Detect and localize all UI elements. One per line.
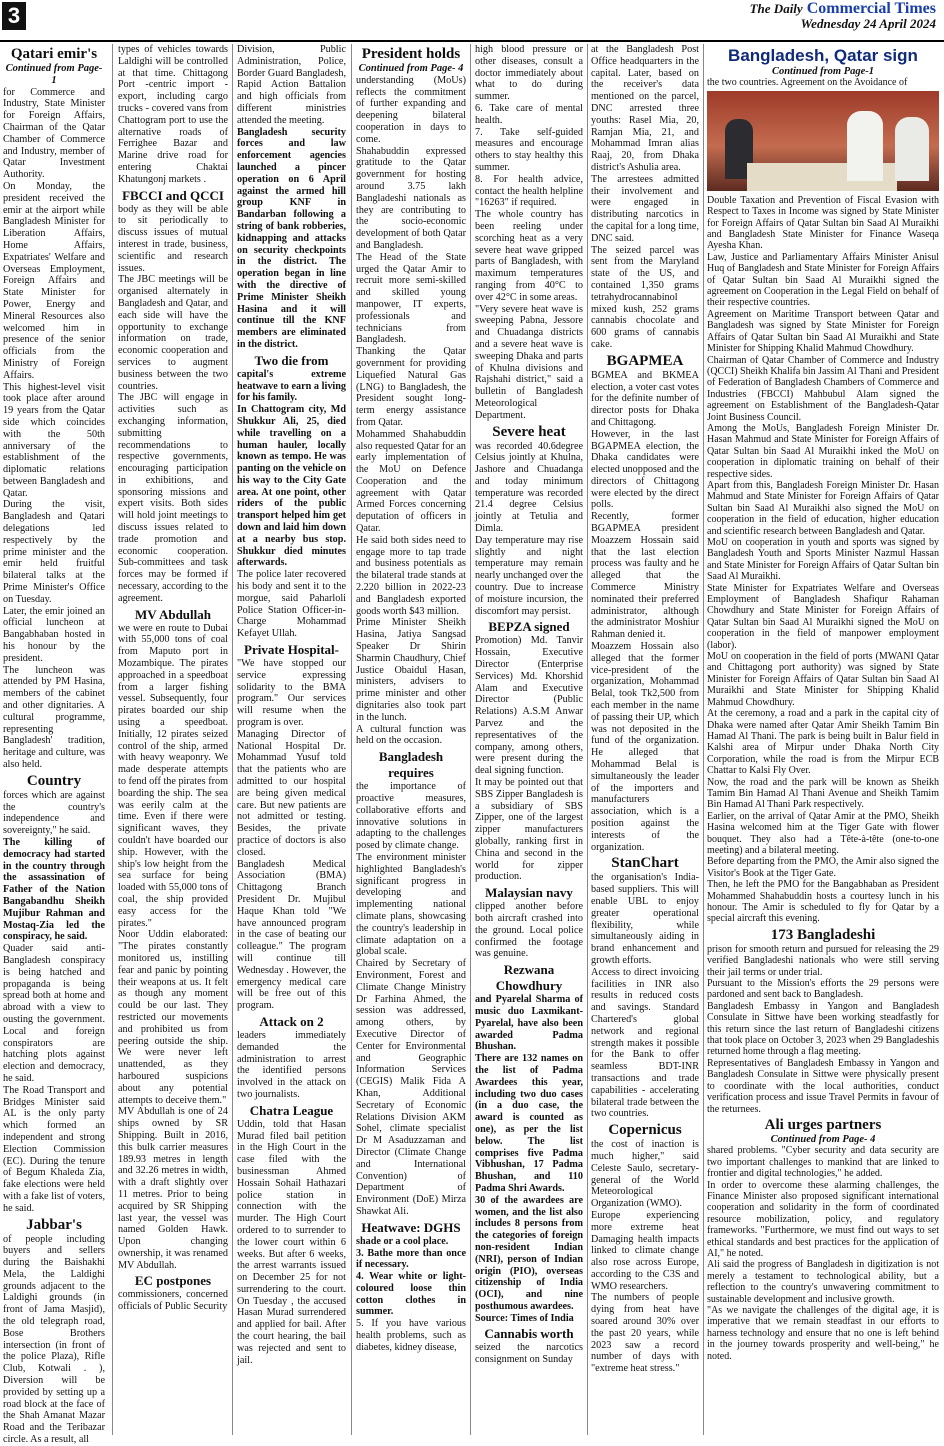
headline-bepza-signed: BEPZA signed	[488, 619, 570, 635]
paragraph: forces which are against the country's independence and sovereignty," he said.	[3, 789, 105, 837]
continued-note: Continued from Page-1	[5, 63, 103, 86]
paragraph: It may be pointed out that SBS Zipper Bangladesh is a subsidiary of SBS Zipper, one of the largest zipper manufacturers globally, ranking first in China and second in the world for zipper production.	[475, 777, 583, 883]
paragraph: shared problems. "Cyber security and data security are two important challenges to mankind that are linked to frontier and digital technologies," he added.	[707, 1145, 939, 1180]
headline-bangladesh-qatar-sign: Bangladesh, Qatar sign	[728, 46, 918, 65]
paragraph: understanding (MoUs) reflects the commitment of further expanding and deepening bilateral cooperation in days to come.	[356, 74, 466, 145]
column-1	[3, 44, 105, 1446]
paragraph: The JBC meetings will be organised alternately in Bangladesh and Qatar, and each side will have the opportunity to exchange information on trade, economic cooperation and services to augment business between the two countries.	[118, 274, 228, 392]
column-5	[475, 44, 583, 1435]
headline-qatari-emir: Qatari emir's	[10, 46, 98, 62]
paragraph: At the ceremony, a road and a park in the capital city of Dhaka were named after Qatar Amir Sheikh Tamim Bin Hamad Al Thani. The park is being built in Balur field in Kalshi area of Mirpur under Dhaka North City Corporation, while the road is from the Mirpur ECB Chattar to Kalsi Fly Over.	[707, 708, 939, 777]
paragraph: 4. Wear white or light-coloured loose thin cotton clothes in summer.	[356, 1271, 466, 1318]
paragraph: Quader said anti-Bangladesh conspiracy is being hatched and propaganda is being spread both at home and abroad with a view to ousting the government. Local and foreign conspirators are hatching plots against election and democracy, he said.	[3, 943, 105, 1084]
column-6	[591, 44, 699, 1435]
paragraph: Chaired by Secretary of Environment, Forest and Climate Change Ministry Dr Farhina Ahmed, the session was addressed, among others, by Executive Director of Center for Environmental and Geographic Information Services (CEGIS) Malik Fida A Khan, Additional Secretary of Economic Relations Division AKM Sohel, climate specialist Dr M Asaduzzaman and Director (Climate Change and International Convention) of Department of Environment (DoE) Mirza Shawkat Ali.	[356, 958, 466, 1217]
column-divider	[351, 44, 352, 1435]
paragraph: Law, Justice and Parliamentary Affairs Minister Anisul Huq of Bangladesh and State Minister for Foreign Affairs of Qatar Sultan bin Saad Al Muraikhi signed the agreement on Cooperation in the Legal Field on behalf of their respective countries.	[707, 251, 939, 309]
headline-bangladesh-requires: Bangladesh requires	[378, 749, 444, 781]
paragraph: Apart from this, Bangladesh Foreign Minister Dr. Hasan Mahmud and State Minister for Foreign Affairs of Qatar Sultan bin Saad Al Muraikhi also signed the MoU on cooperation in the field of education, higher education and scientific research between Bangladesh and Qatar.	[707, 479, 939, 537]
paragraph: The police later recovered his body and sent it to the morgue, said Paharloli Police Station Officer-in-Charge Mohammad Kefayet Ullah.	[237, 569, 346, 640]
paragraph: BGMEA and BKMEA election, a voter cast votes for the definite number of director posts for Dhaka and Chittagong.	[591, 369, 699, 428]
paragraph: The numbers of people dying from heat have soared around 30% over the past 20 years, while 2023 saw a record number of days with "extreme heat stress."	[591, 1292, 699, 1375]
paragraph: Now, the road and the park will be known as Sheikh Tamim Bin Hamad Al Thani Avenue and Sheikh Tamim Bin Hamad Al Thani Park respectively.	[707, 776, 939, 811]
continued-note: Continued from Page- 4	[358, 63, 464, 74]
headline-173-bangladeshi: 173 Bangladeshi	[770, 926, 876, 943]
paragraph: prison for smooth return and pursued for releasing the 29 verified Bangladeshi nationals who were still serving their jail terms or under trial.	[707, 943, 939, 978]
headline-private-hospital: Private Hospital-	[244, 642, 339, 658]
page-number: 3	[2, 2, 26, 30]
headline-rezwana-chowdhury: Rezwana Chowdhury	[495, 962, 563, 994]
headline-bgapmea: BGAPMEA	[606, 352, 684, 369]
paragraph: Double Taxation and Prevention of Fiscal Evasion with Respect to Taxes in Income was signed by State Minister for Foreign Affairs of Qatar Sultan bin Saad Al Muraikhi and Bangladesh State Minister for Finance Waseqa Ayesha Khan.	[707, 194, 939, 252]
paragraph: A cultural function was held on the occasion.	[356, 723, 466, 747]
headline-country: Country	[26, 772, 82, 789]
headline-severe-heat: Severe heat	[492, 423, 566, 440]
paragraph: 5. If you have various health problems, such as diabetes, kidney disease,	[356, 1318, 466, 1353]
paragraph: shade or a cool place.	[356, 1235, 449, 1247]
paragraph: State Minister for Expatriates Welfare and Overseas Employment of Bangladesh Shafiqur Rahaman Chowdhury and State Minister for Foreign Affairs of Qatar Sultan bin Saad Al Muraikhi signed the MoU on cooperation in the field of manpower employment (labor).	[707, 582, 939, 651]
paragraph: Before departing from the PMO, the Amir also signed the Visitor's Book at the Tiger Gate.	[707, 856, 939, 879]
paragraph: 30 of the awardees are women, and the list also includes 8 persons from the categories of foreign non-resident Indian (NRI), person of Indian origin (PIO), overseas citizenship of India (OCI), and nine posthumous awardees.	[475, 1194, 583, 1312]
paragraph: MV Abdullah is one of 24 ships owned by SR Shipping. Built in 2016, this bulk carrier measures 189.93 metres in length and 32.26 metres in width, with a draft slightly over 11 metres. Prior to being acquired by SR Shipping last year, the vessel was named Golden Hawk. Upon changing ownership, it was renamed MV Abdullah.	[118, 1106, 228, 1271]
paragraph: MoU on cooperation in youth and sports was signed by Bangladesh Youth and Sports Minister Nazmul Hassan and State Minister for Foreign Affairs of Qatar Sultan bin Saad Al Muraikhi.	[707, 537, 939, 583]
paragraph: Chairman of Qatar Chamber of Commerce and Industry (QCCI) Sheikh Khalifa bin Jassim Al Thani and President of Federation of Bangladesh Chambers of Commerce and Industries (FBCCI) Mahbubul Alam signed the agreement on Establishment of the Bangladesh-Qatar Joint Business Council.	[707, 354, 940, 423]
headline-fbcci-qcci: FBCCI and QCCI	[122, 187, 224, 203]
headline-jabbars: Jabbar's	[26, 1216, 82, 1233]
paragraph: Bangladesh security forces and law enforcement agencies launched a pincer operation on 6 April against the armed hill group KNF in Bandarban following a string of bank robberies, kidnapping and attacks on security checkpoints in the district. The operation began in line with the directive of Prime Minister Sheikh Hasina and it will continue till the KNF members are eliminated in the district.	[237, 126, 346, 350]
issue-date: Wednesday 24 April 2024	[800, 16, 936, 31]
paragraph: the importance of proactive measures, collaborative efforts and innovative solutions in adapting to the challenges posed by climate change.	[356, 781, 466, 852]
paragraph: Recently, former BGAPMEA president Moazzem Hossain said that the last election process was faulty and he alleged that the Commerce Ministry nominated their preferred administrator, although the administrator Moshiur Rahman denied it.	[591, 511, 699, 641]
paragraph: Among the MoUs, Bangladesh Foreign Minister Dr. Hasan Mahmud and State Minister for Foreign Affairs of Qatar Sultan bin Saad Al Muraikhi inked the MoU on cooperation in diplomatic training on behalf of their respective sides.	[707, 422, 939, 480]
paragraph: capital's extreme heatwave to earn a living for his family.	[237, 368, 346, 404]
paragraph: The whole country has been reeling under scorching heat as a very severe heat wave gripped parts of Bangladesh, with maximum temperatures ranging from 40°C to over 42°C in some areas.	[475, 209, 583, 303]
paragraph: He said both sides need to engage more to tap trade and business potentials as the bilateral trade stands at 2.220 billion in 2022-23 and Bangladesh exported goods worth $43 million.	[356, 534, 466, 617]
paragraph: of people including buyers and sellers during the Baishakhi Mela, the Laldighi grounds adjacent to the Laldighi grounds (in front of Jama Masjid), the old telegraph road, Bose Brothers intersection (in front of the police Plaza), Rifle Club, Kotwali . ), Diversion will be provided by setting up a road block at the face of the Shah Amanat Mazar Road and the Teribazar circle. As a result, all	[3, 1233, 105, 1446]
paragraph: The Road Transport and Bridges Minister said AL is the only party which formed an independent and strong Election Commission (EC). During the tenure of Begum Khaleda Zia, fake elections were held with a fake list of voters, he said.	[3, 1084, 105, 1214]
paragraph: "We have stopped our service expressing solidarity to the BMA program." Our services will resume when the program is over.	[237, 658, 346, 729]
paragraph: body as they will be able to sit periodically to discuss issues of mutual interest in trade, business, scientific and research issues.	[118, 203, 228, 274]
continued-note: Continued from Page- 4	[770, 1133, 876, 1145]
headline-cannabis-worth: Cannabis worth	[484, 1326, 574, 1342]
paragraph: Ali said the progress of Bangladesh in digitization is not merely a testament to technological ability, but a reflection to the country's unwavering commitment to sustainable development and inclusive growth.	[707, 1259, 939, 1305]
paragraph: Bangladesh Medical Association (BMA) Chittagong Branch President Dr. Mujibul Haque Khan told "We have announced program in the case of beating our colleague." The program will continue till Wednesday . However, the emergency medical care will be free out of this program.	[237, 858, 346, 1012]
headline-attack: Attack on 2	[259, 1013, 324, 1029]
paragraph: high blood pressure or other diseases, consult a doctor immediately about what to do during summer.	[475, 44, 583, 103]
column-divider	[470, 44, 471, 1435]
paragraph: 3. Bathe more than once if necessary.	[356, 1247, 466, 1271]
column-divider	[587, 44, 588, 1435]
headline-president-holds: President holds	[361, 46, 461, 62]
paragraph: the cost of inaction is much higher," said Celeste Saulo, secretary-general of the World Meteorological Organization (WMO).	[591, 1139, 699, 1210]
paragraph: During the visit, Bangladesh and Qatari delegations led respectively by the prime minister and the emir held fruitful bilateral talks at the Prime Minister's Office on Tuesday.	[3, 499, 105, 605]
paragraph: types of vehicles towards Laldighi will be controlled at that time. Chittagong Port -centric import -export, including cargo trucks - covered vans from Chattogram port to use the alternative roads of Ferrighee Bazar and Marine drive road for entering Chaktai Khatungonj markets .	[118, 44, 228, 185]
paragraph: Access to direct invoicing facilities in INR also results in reduced costs and savings. Standard Chartered's global network and regional strength makes it possible for the Bank to offer seamless BDT-INR transactions and trade capabilities - accelerating bilateral trade between the two countries.	[591, 966, 699, 1120]
paragraph: The JBC will engage in activities such as exchanging information, submitting recommendations to respective governments, encouraging participation in exhibitions, and sponsoring missions and expert visits. Both sides will hold joint meetings to discuss issues related to trade promotion and economic cooperation. Sub-committees and task forces may be formed if necessary, according to the agreement.	[118, 392, 228, 604]
paragraph: seized the narcotics consignment on Sunday	[475, 1342, 583, 1366]
headline-heatwave-dghs: Heatwave: DGHS	[361, 1219, 461, 1235]
paragraph: The seized parcel was sent from the Maryland state of the US, and contained 1,350 grams tetrahydrocannabinol mixed kush, 252 grams cannabis chocolate and 600 grams of cannabis cake.	[591, 244, 699, 350]
headline-malaysian-navy: Malaysian navy	[485, 885, 573, 901]
headline-ec-postpones: EC postpones	[134, 1273, 212, 1289]
column-4	[356, 44, 466, 1435]
paragraph: clipped another before both aircraft crashed into the ground. Local police confirmed the footage was genuine.	[475, 901, 583, 960]
paragraph: for Commerce and Industry, State Minister for Foreign Affairs, Chairman of the Qatar Chamber of Commerce and Industry, member of Qatar Investment Authority.	[3, 86, 105, 181]
paragraph: Uddin, told that Hasan Murad filed bail petition in the High Court in the case filed with the businessman Ahmed Hossain Sohail Hathazari police station in connection with the murder. The High Court ordered to to surrender to the lower court within 6 weeks. But after 6 weeks, the arrest warrants issued on December 25 for not surrendering to the court. On Tuesday , the accused Hasan Murad surrendered and applied for bail. After the court hearing, the bail was rejected and sent to jail.	[237, 1118, 346, 1366]
masthead	[0, 0, 944, 40]
paragraph: the two countries. Agreement on the Avoidance of	[707, 77, 908, 89]
paragraph: This highest-level visit took place after around 19 years from the Qatar side which coincides with the 50th anniversary of the establishment of the diplomatic relations between Bangladesh and Qatar.	[3, 381, 105, 499]
paragraph: 8. For health advice, contact the health helpline "16263" if required.	[475, 173, 583, 209]
paragraph: Representatives of Bangladesh Embassy in Yangon and Bangladesh Consulate in Sittwe were physically present to coordinate with the local authorities, conduct verification process and issue Travel Permits in favour of the returnees.	[707, 1057, 939, 1115]
headline-mv-abdullah: MV Abdullah	[135, 606, 211, 622]
paragraph: "Very severe heat wave is sweeping Pabna, Jessore and Chuadanga districts and a severe heat wave is sweeping Dhaka and parts of Khulna divisions and Rajshahi district," said a bulletin of Bangladesh Meteorological Department.	[475, 303, 583, 421]
column-divider	[232, 44, 233, 1435]
signing-ceremony-photo	[707, 91, 939, 191]
headline-two-die: Two die from	[254, 352, 329, 368]
paragraph: we were en route to Dubai with 55,000 tons of coal from Maputo port in Mozambique. The pirates approached in a speedboat from a larger fishing vessel. Subsequently, four pirates boarded our ship using a speedboat. Initially, 12 pirates seized control of the ship, armed with heavy weaponry. We made desperate attempts to fend off the pirates from boarding the ship. The sea was eerily calm at the time. Even if there were significant waves, they couldn't have boarded our ship. However, with the ship's low height from the sea surface for being loaded with 55,000 tons of coal, the ship provided easy access for the pirates."	[118, 622, 228, 929]
masthead-rule	[0, 40, 944, 42]
paragraph: was recorded 40.6degree Celsius jointly at Khulna, Jashore and Chuadanga and today minimum temperature was recorded 21.4 degree Celsius jointly at Tetulia and Dimla.	[475, 440, 583, 535]
headline-copernicus: Copernicus	[608, 1122, 682, 1139]
paragraph: There are 132 names on the list of Padma Awardees this year, including two duo cases (in a duo case, the award is counted as one), as per the list below. The list comprises five Padma Vibhushan, 17 Padma Bhushan, and 110 Padma Shri Awards.	[475, 1053, 583, 1194]
headline-ali-urges-partners: Ali urges partners	[764, 1116, 882, 1133]
paragraph: and Pyarelal Sharma of music duo Laxmikant-Pyarelal, have also been awarded Padma Bhushan.	[475, 994, 583, 1053]
paragraph: On Monday, the president received the emir at the airport while Bangladesh Minister for Liberation Affairs, Home Affairs, Expatriates' Welfare and Overseas Employment, Foreign Affairs and State Minister for Power, Energy and Mineral Resources also welcomed him in presence of the senior officials from the Ministry of Foreign Affairs.	[3, 180, 105, 381]
paragraph: Moazzem Hossain also alleged that the former vice-president of the organization, Mohammad Belal, took Tk2,500 from each member in the name of passing their UP, which was not deposited in the fund of the organization. He alleged that Mohammad Belal is simultaneously the leader of the importers and manufacturers association, which is a position against the interests of the organization.	[591, 641, 699, 853]
paragraph: Pursuant to the Mission's efforts the 29 persons were pardoned and sent back to Bangladesh.	[707, 978, 939, 1001]
paragraph: Earlier, on the arrival of Qatar Amir at the PMO, Sheikh Hasina welcomed him at the Tiger Gate with flower bouquet. They also had a Tête-à-tête (one-to-one meeting) and a bilateral meeting.	[707, 810, 939, 856]
paragraph: In order to overcome these alarming challenges, the Finance Minister also proposed significant international cooperation and solidarity in the form of coordinated resource mobilization, policy, and regulatory frameworks. "Furthermore, we must find out ways to set ethical standards and best practices for the application of AI," he noted.	[707, 1179, 939, 1259]
brand	[750, 0, 936, 32]
paragraph: Promotion) Md. Tanvir Hossain, Executive Director (Enterprise Services) Md. Khorshid Alam and Executive Director (Public Relations) A.S.M Anwar Parvez and the representatives of the company, among others, were present during the deal signing function.	[475, 635, 583, 777]
paragraph: the organisation's India-based suppliers. This will enable UBL to enjoy greater operational flexibility, while simultaneously aiding in brand enhancement and growth efforts.	[591, 872, 699, 966]
paragraph: Later, the emir joined an official luncheon at Bangabhaban hosted in his honour by the president.	[3, 605, 105, 664]
paragraph: Mohammed Shahabuddin also requested Qatar for an early implementation of the MoU on Defence Cooperation and the agreement with Qatar Armed Forces concerning deputation of officers in Qatar.	[356, 428, 466, 535]
paragraph: The killing of democracy had started in the country through the assassination of Father of the Nation Bangabandhu Sheikh Mujibur Rahman and Mostaq-Zia led the conspiracy, he said.	[3, 837, 105, 943]
paragraph: "As we navigate the challenges of the digital age, it is imperative that we remain steadfast in our efforts to harness technology and ensure that no one is left behind in the journey towards prosperity and well-being," he noted.	[707, 1305, 939, 1362]
paragraph: Managing Director of National Hospital Dr. Mohammad Yusuf told that the patients who are admitted to our hospital are being given medical care. But new patients are not admitted or testing. Besides, the private practice of doctors is also closed.	[237, 728, 346, 858]
paragraph: Noor Uddin elaborated: "The pirates constantly monitored us, instilling fear and panic by pointing their weapons at us. It felt as though any moment could be our last. They restricted our movements and prohibited us from peering outside the ship. We were never left unattended, as they harboured suspicions about any potential attempts to deceive them."	[118, 929, 228, 1106]
paragraph: In Chattogram city, Md Shukkur Ali, 25, died while travelling on a human hauler, locally known as tempo. He was panting on the vehicle on his way to the City Gate area. At one point, other riders of the public transport helped him get down and laid him down at a nearby bus stop. Shukkur died minutes afterwards.	[237, 404, 346, 569]
column-7	[707, 44, 939, 1435]
paragraph: MoU on cooperation in the field of ports (MWANI Qatar and Chittagong port authority) was signed by State Minister for Foreign Affairs of Qatar Sultan bin Saad Al Muraikhi and State Minister for Shipping Khalid Mahmud Chowdhury.	[707, 651, 939, 708]
paragraph: Shahabuddin expressed gratitude to the Qatar government for hosting around 3.75 lakh Bangladeshi nationals as they are contributing to the socio-economic development of both Qatar and Bangladesh.	[356, 145, 466, 251]
brand-title: Commercial Times	[806, 0, 936, 17]
headline-stanchart: StanChart	[611, 855, 679, 872]
paragraph: Thanking the Qatar government for providing Liquefied Natural Gas (LNG) to Bangladesh, the President sought long-term energy assistance from Qatar.	[356, 346, 466, 428]
paragraph: Europe experiencing more extreme heat Damaging health impacts linked to climate change also rose across Europe, according to the C3S and WMO researchers.	[591, 1209, 699, 1292]
paragraph: The arrestees admitted their involvement and were engaged in distributing narcotics in the capital for a long time, DNC said.	[591, 173, 699, 244]
column-divider	[703, 44, 704, 1435]
brand-the-daily: The Daily	[749, 1, 803, 16]
paragraph: Prime Minister Sheikh Hasina, Jatiya Sangsad Speaker Dr Shirin Sharmin Chaudhury, Chief Justice Obaidul Hasan, ministers, advisers to prime minister and other dignitaries also took part in the lunch.	[356, 617, 466, 723]
paragraph: 7. Take self-guided measures and encourage others to stay healthy this summer.	[475, 126, 583, 173]
headline-chatra-league: Chatra League	[249, 1102, 334, 1118]
column-3	[237, 44, 346, 1435]
paragraph: Division, Public Administration, Police, Border Guard Bangladesh, Rapid Action Battalion and high officials from different ministries attended the meeting.	[237, 44, 346, 126]
paragraph: at the Bangladesh Post Office headquarters in the capital. Later, based on the receiver's data mentioned on the parcel, DNC arrested three youths: Rasel Mia, 20, Ramjan Mia, 21, and Mohammad Imran alias Raaj, 20, from Dhaka district's Ashulia area.	[591, 44, 699, 173]
paragraph: Then, he left the PMO for the Bangabhaban as President Mohammed Shahabuddin hosts a courtesy lunch in his honour. The Amir is scheduled to fly for Qatar by a special aircraft this evening.	[707, 879, 939, 925]
paragraph: The luncheon was attended by PM Hasina, members of the cabinet and other dignitaries. A cultural programme, representing Bangladesh' tradition, heritage and culture, was also held.	[3, 664, 105, 771]
paragraph: 6. Take care of mental health.	[475, 102, 583, 126]
paragraph: Agreement on Maritime Transport between Qatar and Bangladesh was signed by State Minister for Foreign Affairs of Qatar Sultan bin Saad Al Muraikhi and State Minister for Shipping Khalid Mahmud Chowdhury.	[707, 308, 939, 355]
paragraph: However, in the last BGAPMEA election, the Dhaka candidates were elected unopposed and the directors of Chittagong were elected by the direct polls.	[591, 428, 699, 511]
paragraph: The Head of the State urged the Qatar Amir to recruit more semi-skilled and skilled young manpower, IT experts, professionals and technicians from Bangladesh.	[356, 251, 466, 346]
paragraph: Day temperature may rise slightly and night temperature may remain nearly unchanged over the country. Due to increase of moisture incursion, the discomfort may persist.	[475, 534, 583, 617]
paragraph: leaders immediately demanded the administration to arrest the identified persons involved in the attack on two journalists.	[237, 1029, 346, 1100]
column-2	[118, 44, 228, 1435]
paragraph: Source: Times of India	[475, 1312, 574, 1324]
paragraph: Bangladesh Embassy in Yangon and Bangladesh Consulate in Sittwe have been working steadfastly for this return since the last return of Bangladeshi citizens that took place on October 3, 2023 when 29 Bangladeshis returned home through a flag meeting.	[707, 1000, 939, 1058]
paragraph: The environment minister highlighted Bangladesh's significant progress in developing and implementing national climate plans, showcasing the country's leadership in climate adaptation on a global scale.	[356, 852, 466, 958]
paragraph: commissioners, concerned officials of Public Security	[118, 1289, 228, 1313]
column-divider	[112, 44, 113, 1435]
continued-note: Continued from Page-1	[771, 66, 875, 77]
